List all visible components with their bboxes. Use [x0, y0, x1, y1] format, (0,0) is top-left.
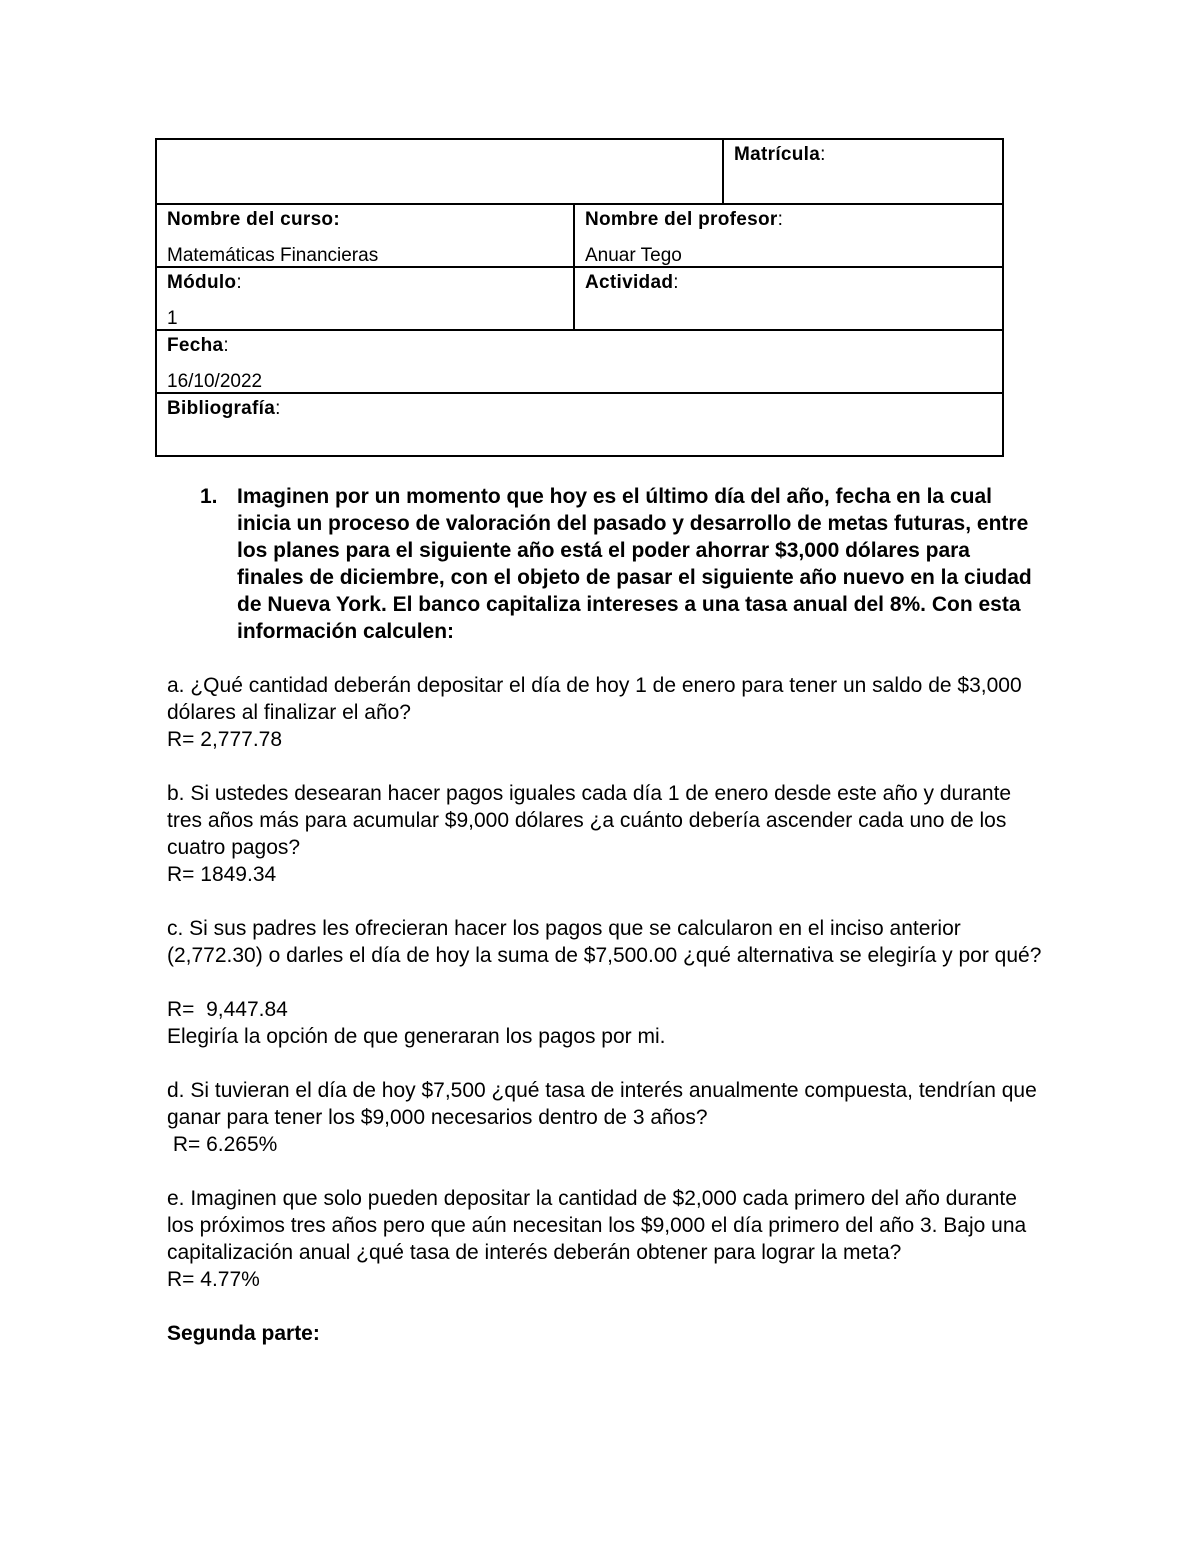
item-b-answer: R= 1849.34 — [167, 863, 277, 886]
item-a-question: a. ¿Qué cantidad deberán depositar el día de hoy 1 de enero para tener un saldo de $3,000 dólares al finalizar el año? — [167, 674, 1022, 724]
question-1 — [200, 483, 1040, 645]
curso-value: Matemáticas Financieras — [167, 245, 379, 266]
bibliografia-label: Bibliografía — [167, 398, 276, 419]
header-row-bibliografia — [157, 392, 1002, 455]
header-row-curso — [157, 203, 1002, 266]
profesor-value: Anuar Tego — [585, 245, 682, 266]
fecha-value: 16/10/2022 — [167, 371, 263, 392]
item-d-question: d. Si tuvieran el día de hoy $7,500 ¿qué tasa de interés anualmente compuesta, tendrían que ganar para tener los $9,000 necesarios dentro de 3 años? — [167, 1079, 1037, 1129]
item-b-question: b. Si ustedes desearan hacer pagos iguales cada día 1 de enero desde este año y durante tres años más para acumular $9,000 dólares ¿a cuánto debería ascender cada uno de los cuatro pagos? — [167, 782, 1012, 859]
blank-name-cell — [157, 140, 722, 203]
colon: : — [673, 272, 679, 293]
question-number: 1. — [200, 485, 218, 508]
colon: : — [236, 272, 242, 293]
curso-label: Nombre del curso: — [167, 209, 340, 230]
curso-cell — [157, 205, 573, 266]
profesor-cell — [573, 205, 1002, 266]
item-a-answer: R= 2,777.78 — [167, 728, 283, 751]
item-c-question: c. Si sus padres les ofrecieran hacer los pagos que se calcularon en el inciso anterior (2,772.30) o darles el día de hoy la suma de $7,500.00 ¿qué alternativa se elegiría y por qué? — [167, 917, 1042, 967]
modulo-cell — [157, 268, 573, 329]
answers-section — [167, 672, 1047, 1347]
actividad-label: Actividad — [585, 272, 674, 293]
colon: : — [223, 335, 229, 356]
header-table — [155, 138, 1004, 457]
modulo-label: Módulo — [167, 272, 237, 293]
item-c-answer: R= 9,447.84 — [167, 998, 288, 1021]
question-text: Imaginen por un momento que hoy es el último día del año, fecha en la cual inicia un proceso de valoración del pasado y desarrollo de metas futuras, entre los planes para el siguiente año está el poder ahorrar $3,000 dólares para finales de diciembre, con el objeto de pasar el siguiente año nuevo en la ciudad de Nueva York. El banco capitaliza intereses a una tasa anual del 8%. Con esta información calculen: — [237, 485, 1032, 643]
modulo-value: 1 — [167, 308, 178, 329]
fecha-label: Fecha — [167, 335, 224, 356]
item-d-answer: R= 6.265% — [167, 1133, 278, 1156]
actividad-cell — [573, 268, 1002, 329]
profesor-label: Nombre del profesor — [585, 209, 778, 230]
item-e-answer: R= 4.77% — [167, 1268, 260, 1291]
matricula-label: Matrícula — [734, 144, 821, 165]
header-row-fecha — [157, 329, 1002, 392]
colon: : — [777, 209, 783, 230]
colon: : — [820, 144, 826, 165]
item-e-question: e. Imaginen que solo pueden depositar la cantidad de $2,000 cada primero del año durante los próximos tres años pero que aún necesitan los $9,000 el día primero del año 3. Bajo una capitalización anual ¿qué tasa de interés deberán obtener para lograr la meta? — [167, 1187, 1027, 1264]
segunda-parte-heading: Segunda parte: — [167, 1322, 320, 1345]
matricula-cell — [722, 140, 1002, 203]
colon: : — [275, 398, 281, 419]
bibliografia-cell — [157, 394, 1002, 455]
fecha-cell — [157, 331, 1002, 392]
header-row-modulo — [157, 266, 1002, 329]
header-row-matricula — [157, 140, 1002, 203]
item-c-explanation: Elegiría la opción de que generaran los pagos por mi. — [167, 1025, 666, 1048]
